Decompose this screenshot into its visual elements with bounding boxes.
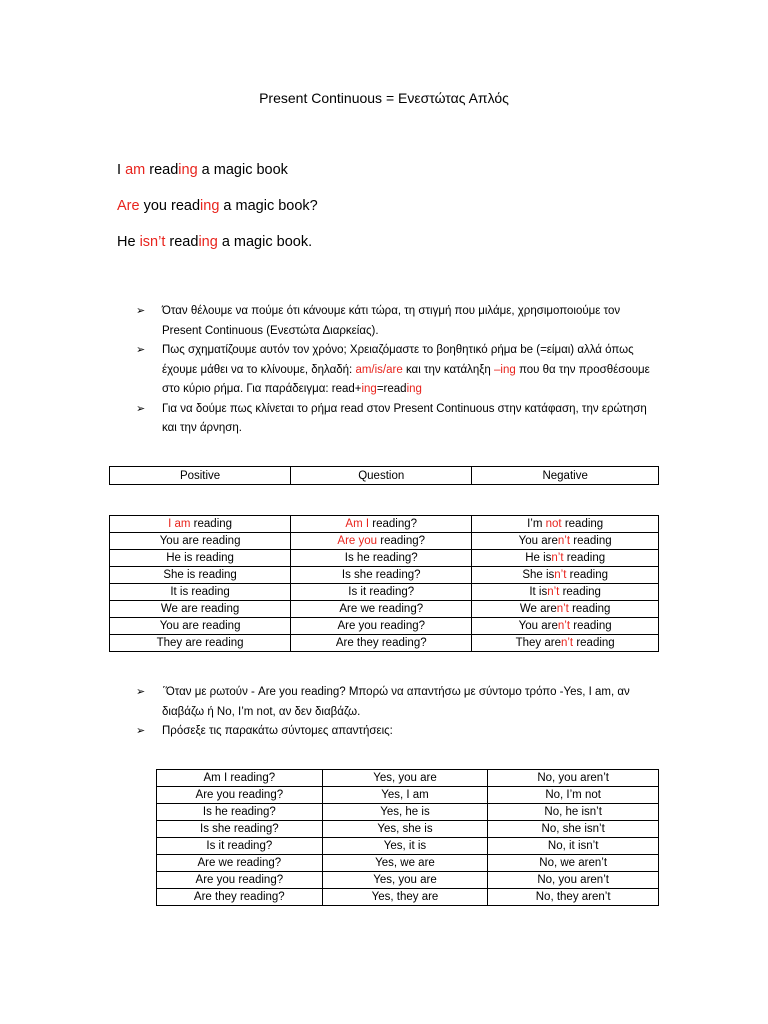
example-question bbox=[117, 198, 318, 214]
text-run: reading bbox=[561, 518, 604, 530]
conjugation-header-table bbox=[109, 466, 659, 485]
text-run: Για να δούμε πως κλίνεται το ρήμα read στον Present Continuous στην κατάφαση, την ερώτηση και την άρνηση. bbox=[162, 402, 647, 434]
table-cell bbox=[291, 618, 472, 635]
text-run: reading bbox=[573, 637, 615, 649]
table-cell: Are they reading? bbox=[157, 889, 323, 906]
table-cell: Am I reading? bbox=[157, 770, 323, 787]
table-cell: Yes, you are bbox=[322, 770, 488, 787]
table-row bbox=[110, 533, 659, 550]
table-row bbox=[110, 601, 659, 618]
table-cell: No, she isn’t bbox=[488, 821, 659, 838]
arrow-bullet-icon: ➢ bbox=[136, 725, 146, 737]
column-header-question: Question bbox=[291, 467, 472, 485]
highlighted-text: n’t bbox=[547, 586, 560, 598]
table-cell bbox=[291, 550, 472, 567]
table-cell: Is she reading? bbox=[157, 821, 323, 838]
text-run: Is it reading? bbox=[348, 586, 415, 598]
text-run: They are bbox=[515, 637, 561, 649]
list-item-text bbox=[162, 403, 647, 435]
text-run: You are bbox=[518, 620, 558, 632]
text-run: Πως σχηματίζουμε αυτόν τον χρόνο; Χρειαζόμαστε το βοηθητικό ρήμα be (=είμαι) αλλά όπως έχουμε μάθει να το κλίνουμε, δηλαδή: bbox=[162, 344, 634, 376]
table-row bbox=[157, 872, 659, 889]
highlighted-text: am/is/are bbox=[355, 363, 403, 376]
column-header-positive: Positive bbox=[110, 467, 291, 485]
table-row bbox=[110, 635, 659, 652]
table-cell: Yes, we are bbox=[322, 855, 488, 872]
text-run: reading bbox=[563, 552, 606, 564]
text-run: It is reading bbox=[170, 586, 230, 598]
table-cell bbox=[472, 567, 659, 584]
text-run: read bbox=[165, 234, 199, 250]
list-item-text bbox=[162, 344, 650, 395]
text-run: reading bbox=[559, 586, 601, 598]
highlighted-text: n’t bbox=[551, 552, 564, 564]
example-positive bbox=[117, 162, 288, 178]
highlighted-text: isn’t bbox=[139, 234, 166, 250]
text-run: ΄Όταν με ρωτούν - Are you reading? Μπορώ να απαντήσω με σύντομο τρόπο -Yes, I am, αν διαβάζω ή No, I’m not, αν δεν διαβάζω. bbox=[162, 686, 630, 718]
column-header-negative: Negative bbox=[472, 467, 659, 485]
text-run: We are reading bbox=[160, 603, 240, 615]
highlighted-text: ing bbox=[406, 383, 422, 395]
table-row bbox=[157, 855, 659, 872]
table-cell bbox=[110, 533, 291, 550]
text-run: reading bbox=[570, 620, 612, 632]
table-cell: Yes, he is bbox=[322, 804, 488, 821]
table-cell bbox=[291, 533, 472, 550]
table-cell bbox=[472, 533, 659, 550]
highlighted-text: Are you bbox=[337, 535, 378, 547]
highlighted-text: n’t bbox=[556, 603, 569, 615]
highlighted-text: n’t bbox=[560, 637, 574, 649]
table-cell bbox=[110, 516, 291, 533]
text-run: =read bbox=[376, 383, 407, 395]
table-cell bbox=[110, 635, 291, 652]
table-row bbox=[157, 889, 659, 906]
text-run: I bbox=[117, 162, 126, 178]
table-cell: No, they aren’t bbox=[488, 889, 659, 906]
table-cell bbox=[110, 618, 291, 635]
text-run: She is bbox=[522, 569, 555, 581]
table-cell bbox=[472, 516, 659, 533]
text-run: It is bbox=[529, 586, 548, 598]
table-cell: Is he reading? bbox=[157, 804, 323, 821]
text-run: I’m bbox=[527, 518, 546, 530]
list-item bbox=[136, 400, 656, 439]
text-run: reading bbox=[566, 569, 608, 581]
list-item-text bbox=[162, 686, 630, 718]
text-run: reading bbox=[570, 535, 612, 547]
table-cell bbox=[472, 584, 659, 601]
highlighted-text: Are bbox=[117, 198, 140, 214]
highlighted-text: ing bbox=[198, 234, 218, 250]
text-run: You are reading bbox=[159, 620, 241, 632]
text-run: a magic book bbox=[197, 162, 288, 178]
table-cell: No, I’m not bbox=[488, 787, 659, 804]
list-item-text bbox=[162, 305, 620, 337]
table-cell: Yes, it is bbox=[322, 838, 488, 855]
short-answers-list bbox=[136, 683, 656, 742]
text-run: you read bbox=[139, 198, 201, 214]
table-row bbox=[110, 567, 659, 584]
table-cell: Are you reading? bbox=[157, 872, 323, 889]
table-row bbox=[110, 618, 659, 635]
text-run: που θα την προσθέσουμε στο κύριο ρήμα. Για παράδειγμα: read+ bbox=[162, 363, 650, 395]
table-cell: No, we aren’t bbox=[488, 855, 659, 872]
text-run: a magic book. bbox=[217, 234, 313, 250]
table-cell bbox=[291, 601, 472, 618]
highlighted-text: n’t bbox=[557, 535, 571, 547]
table-row bbox=[110, 584, 659, 601]
text-run: He is reading bbox=[166, 552, 234, 564]
list-item bbox=[136, 341, 656, 400]
table-cell bbox=[472, 550, 659, 567]
table-row bbox=[157, 838, 659, 855]
text-run: Are you reading? bbox=[337, 620, 426, 632]
table-cell: Are we reading? bbox=[157, 855, 323, 872]
text-run: Is he reading? bbox=[344, 552, 418, 564]
table-cell: Yes, they are bbox=[322, 889, 488, 906]
text-run: Are they reading? bbox=[335, 637, 427, 649]
text-run: He is bbox=[525, 552, 552, 564]
table-cell: Yes, you are bbox=[322, 872, 488, 889]
table-cell bbox=[472, 635, 659, 652]
text-run: They are reading bbox=[156, 637, 244, 649]
highlighted-text: –ing bbox=[494, 363, 516, 376]
text-run: We are bbox=[519, 603, 557, 615]
short-answers-table bbox=[156, 769, 659, 906]
text-run: She is reading bbox=[163, 569, 237, 581]
table-cell bbox=[291, 567, 472, 584]
explanation-list bbox=[136, 302, 656, 439]
table-row bbox=[110, 516, 659, 533]
text-run: reading bbox=[190, 518, 233, 530]
highlighted-text: ing bbox=[178, 162, 198, 178]
page-title: Present Continuous = Ενεστώτας Απλός bbox=[259, 90, 509, 106]
table-row bbox=[157, 804, 659, 821]
text-run: reading? bbox=[377, 535, 426, 547]
highlighted-text: am bbox=[125, 162, 146, 178]
table-row bbox=[110, 550, 659, 567]
table-cell: No, you aren’t bbox=[488, 872, 659, 889]
table-row bbox=[157, 821, 659, 838]
table-cell: No, you aren’t bbox=[488, 770, 659, 787]
text-run: Are we reading? bbox=[339, 603, 424, 615]
table-cell bbox=[110, 601, 291, 618]
table-cell: No, he isn’t bbox=[488, 804, 659, 821]
table-cell bbox=[110, 550, 291, 567]
table-row bbox=[157, 787, 659, 804]
table-cell bbox=[110, 584, 291, 601]
arrow-bullet-icon: ➢ bbox=[136, 305, 146, 317]
table-cell: No, it isn’t bbox=[488, 838, 659, 855]
text-run: reading bbox=[568, 603, 611, 615]
highlighted-text: n’t bbox=[557, 620, 571, 632]
list-item bbox=[136, 683, 656, 722]
example-negative bbox=[117, 234, 312, 250]
arrow-bullet-icon: ➢ bbox=[136, 402, 146, 415]
text-run: Πρόσεξε τις παρακάτω σύντομες απαντήσεις: bbox=[162, 725, 393, 737]
highlighted-text: not bbox=[545, 518, 562, 530]
conjugation-table bbox=[109, 515, 659, 652]
table-cell: Are you reading? bbox=[157, 787, 323, 804]
text-run: You are reading bbox=[159, 535, 241, 547]
text-run: Is she reading? bbox=[341, 569, 421, 581]
table-cell bbox=[291, 635, 472, 652]
text-run: και την κατάληξη bbox=[402, 363, 495, 376]
table-cell: Yes, she is bbox=[322, 821, 488, 838]
table-cell bbox=[291, 584, 472, 601]
table-cell: Is it reading? bbox=[157, 838, 323, 855]
arrow-bullet-icon: ➢ bbox=[136, 344, 146, 356]
table-cell bbox=[110, 567, 291, 584]
text-run: He bbox=[117, 234, 140, 250]
text-run: Όταν θέλουμε να πούμε ότι κάνουμε κάτι τώρα, τη στιγμή που μιλάμε, χρησιμοποιούμε τον Present Continuous (Ενεστώτα Διαρκείας). bbox=[162, 305, 621, 337]
highlighted-text: Am I bbox=[345, 518, 370, 530]
list-item bbox=[136, 722, 656, 742]
text-run: a magic book? bbox=[219, 198, 318, 214]
list-item bbox=[136, 302, 656, 341]
highlighted-text: ing bbox=[200, 198, 220, 214]
highlighted-text: ing bbox=[361, 383, 377, 395]
arrow-bullet-icon: ➢ bbox=[136, 686, 146, 698]
table-cell: Yes, I am bbox=[322, 787, 488, 804]
highlighted-text: n’t bbox=[554, 569, 567, 581]
text-run: read bbox=[145, 162, 179, 178]
list-item-text bbox=[162, 725, 393, 737]
text-run: reading? bbox=[369, 518, 418, 530]
table-cell bbox=[472, 601, 659, 618]
table-cell bbox=[472, 618, 659, 635]
highlighted-text: I am bbox=[168, 518, 191, 530]
text-run: You are bbox=[518, 535, 558, 547]
table-row bbox=[157, 770, 659, 787]
table-cell bbox=[291, 516, 472, 533]
